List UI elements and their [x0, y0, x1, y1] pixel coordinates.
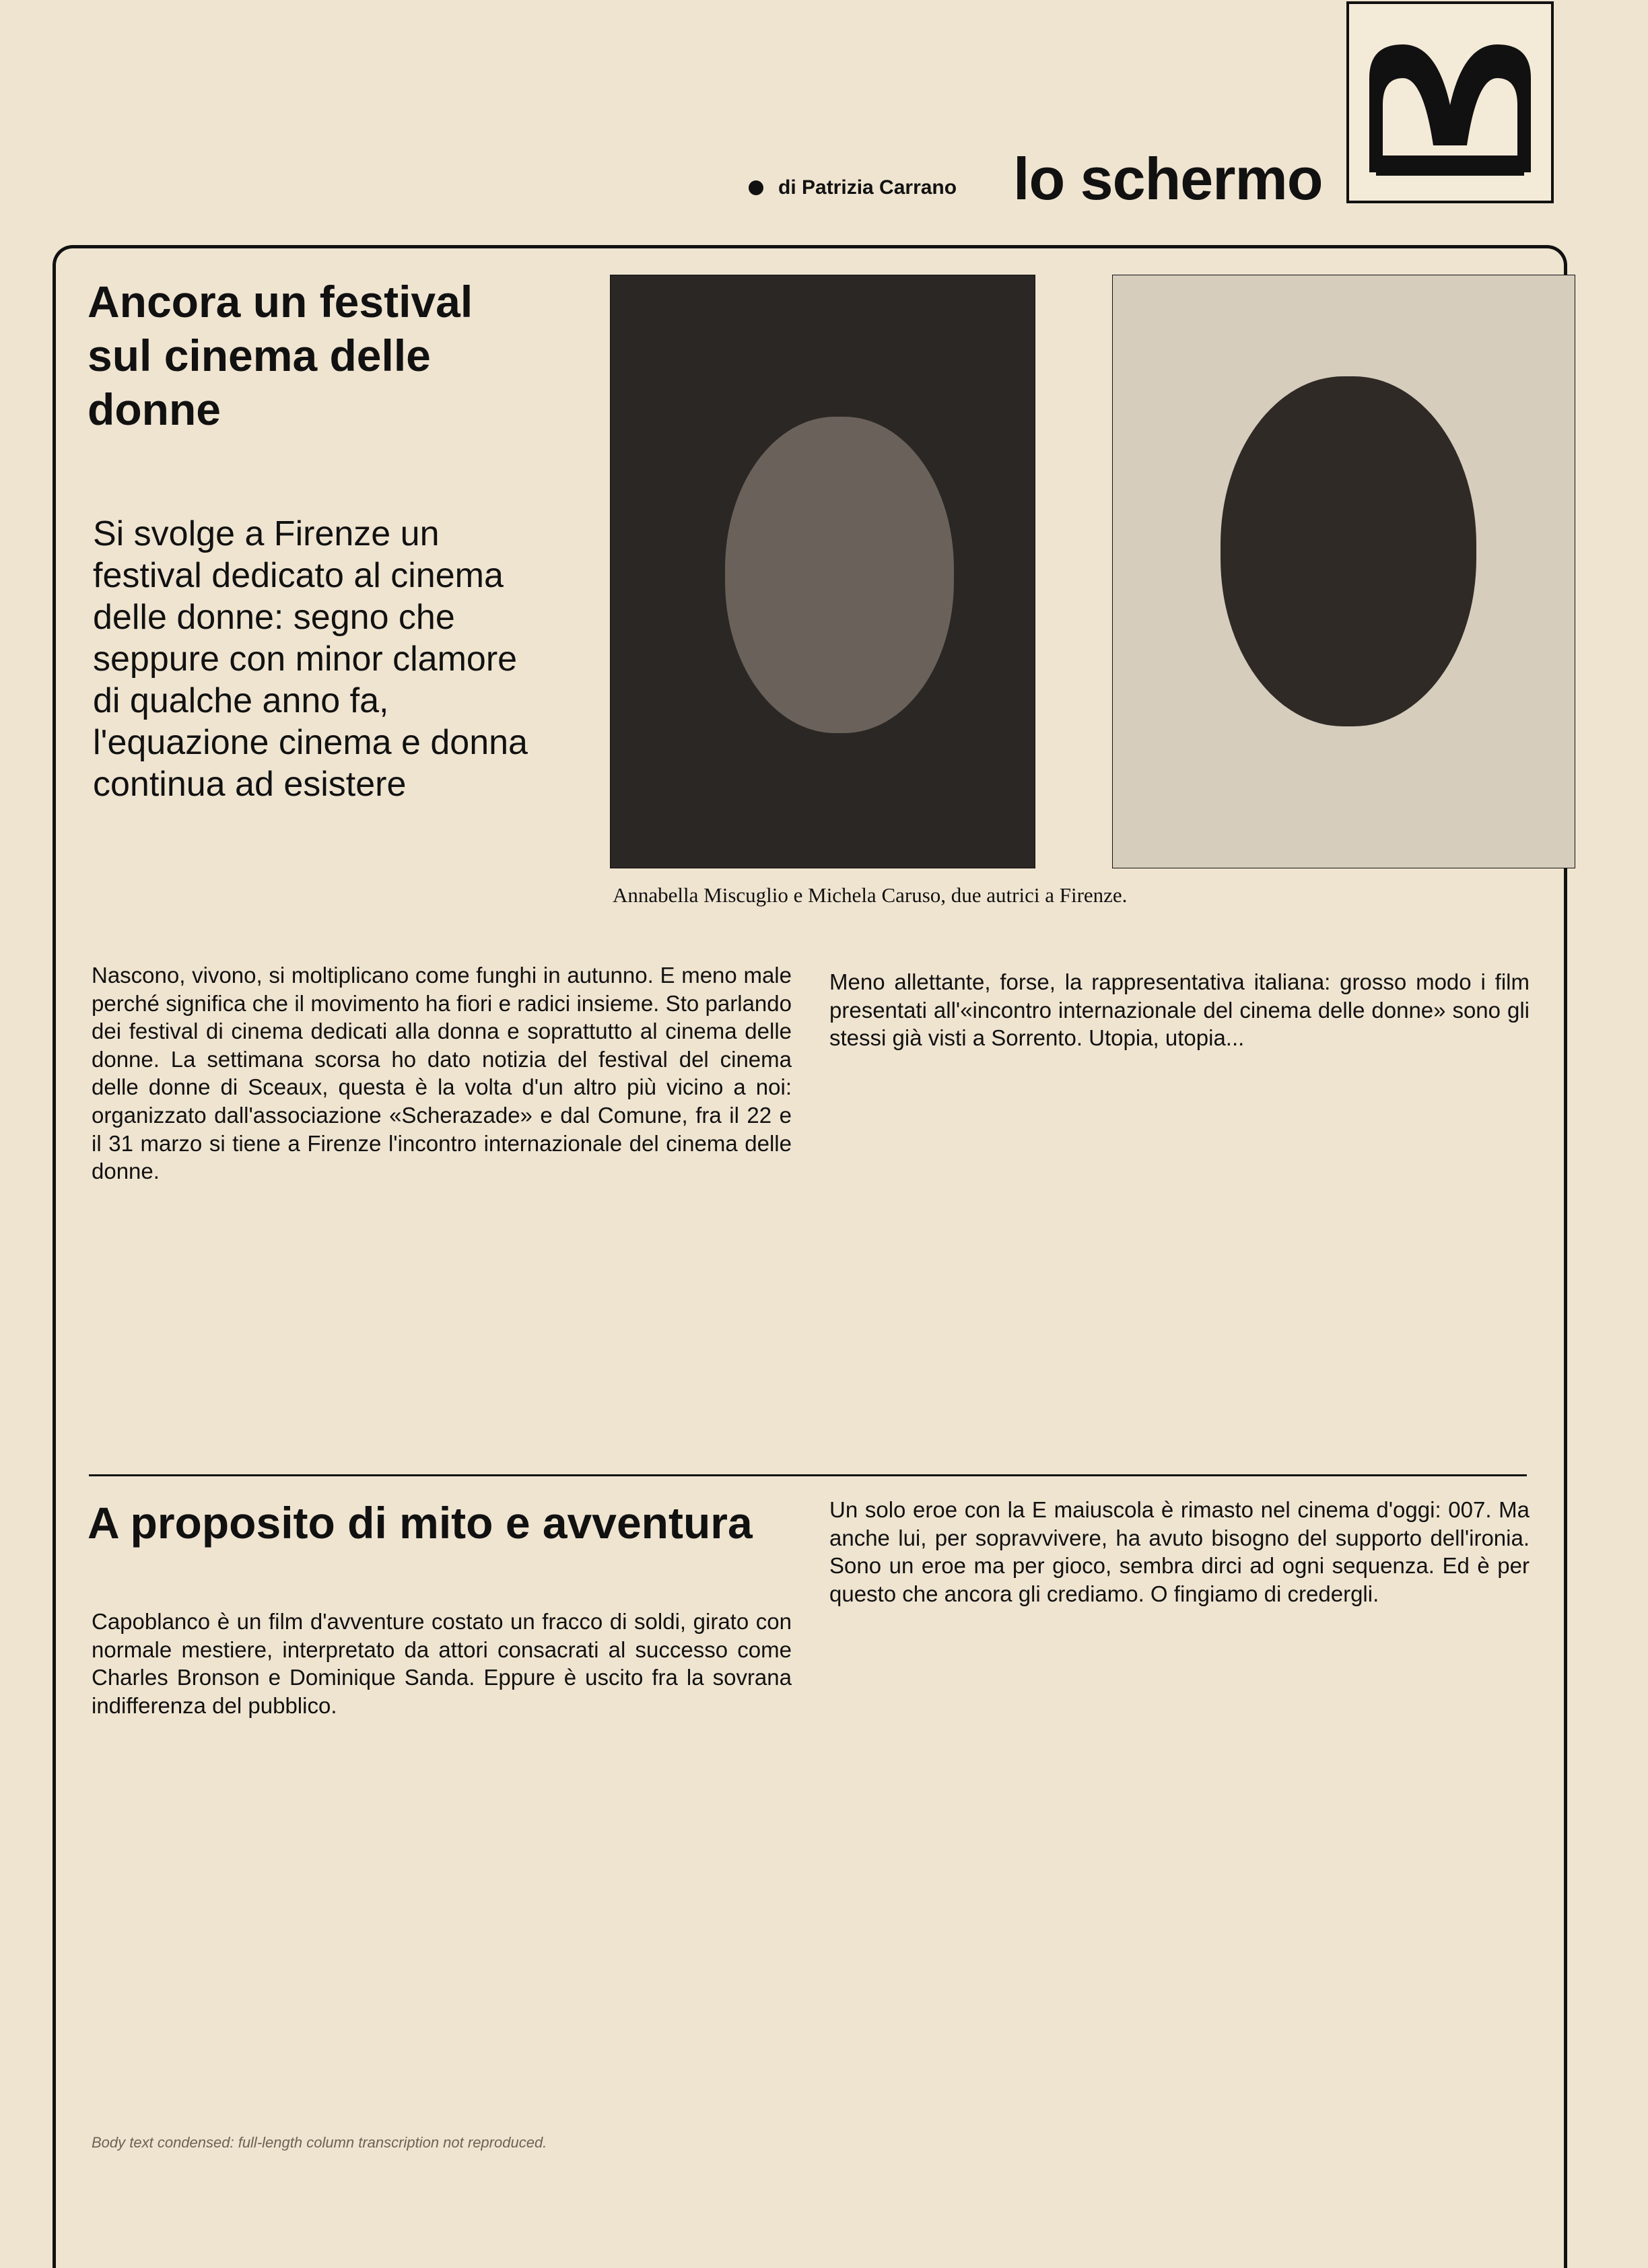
headline-2: A proposito di mito e avventura [88, 1498, 753, 1548]
section-title: lo schermo [1013, 145, 1323, 212]
byline [749, 176, 957, 199]
photo-michela [1112, 275, 1575, 868]
headline-1: Ancora un festival sul cinema delle donne [88, 277, 473, 434]
article1-col1: Nascono, vivono, si moltiplicano come funghi in autunno. E meno male perché significa che il movimento ha fiori e radici insieme. Sto parlando dei festival di cinema dedicati alla donna e soprattutto al cinema delle donne. La settimana scorsa ho dato notizia del festival del cinema delle donne di Sceaux, questa è la volta d'un altro più vicino a noi: organizzato dall'associazione «Scherazade» e dal Comune, fra il 22 e il 31 marzo si tiene a Firenze l'incontro internazionale del cinema delle donne. [92, 963, 792, 1184]
byline-text: di Patrizia Carrano [778, 176, 957, 199]
lead-text: Si svolge a Firenze un festival dedicato al cinema delle donne: segno che seppure con minor clamore di qualche anno fa, l'equazione cinema e donna continua ad esistere [93, 514, 528, 804]
article-divider [89, 1474, 1527, 1476]
article2-col2: Un solo eroe con la E maiuscola è rimasto nel cinema d'oggi: 007. Ma anche lui, per sopravvivere, ha avuto bisogno del supporto dell'ironia. Sono un eroe ma per gioco, sembra dirci ad ogni sequenza. Ed è per questo che ancora gli crediamo. O fingiamo di credergli. [829, 1497, 1530, 1606]
article2-col1: Capoblanco è un film d'avventure costato un fracco di soldi, girato con normale mestiere, interpretato da attori consacrati al successo come Charles Bronson e Dominique Sanda. Eppure è uscito fra la sovrana indifferenza del pubblico. [92, 1609, 792, 1718]
photo-annabella [610, 275, 1035, 868]
cinema-screen-icon [1349, 4, 1551, 201]
article1-col2: Meno allettante, forse, la rappresentativa italiana: grosso modo i film presentati all'«incontro internazionale del cinema delle donne» sono gli stessi già visti a Sorrento. Utopia, utopia... [829, 969, 1530, 1051]
section-logo [1346, 1, 1554, 203]
photo-caption: Annabella Miscuglio e Michela Caruso, due autrici a Firenze. [613, 883, 1128, 907]
bullet-icon [749, 180, 763, 195]
transcription-note: Body text condensed: full-length column transcription not reproduced. [92, 2134, 547, 2151]
